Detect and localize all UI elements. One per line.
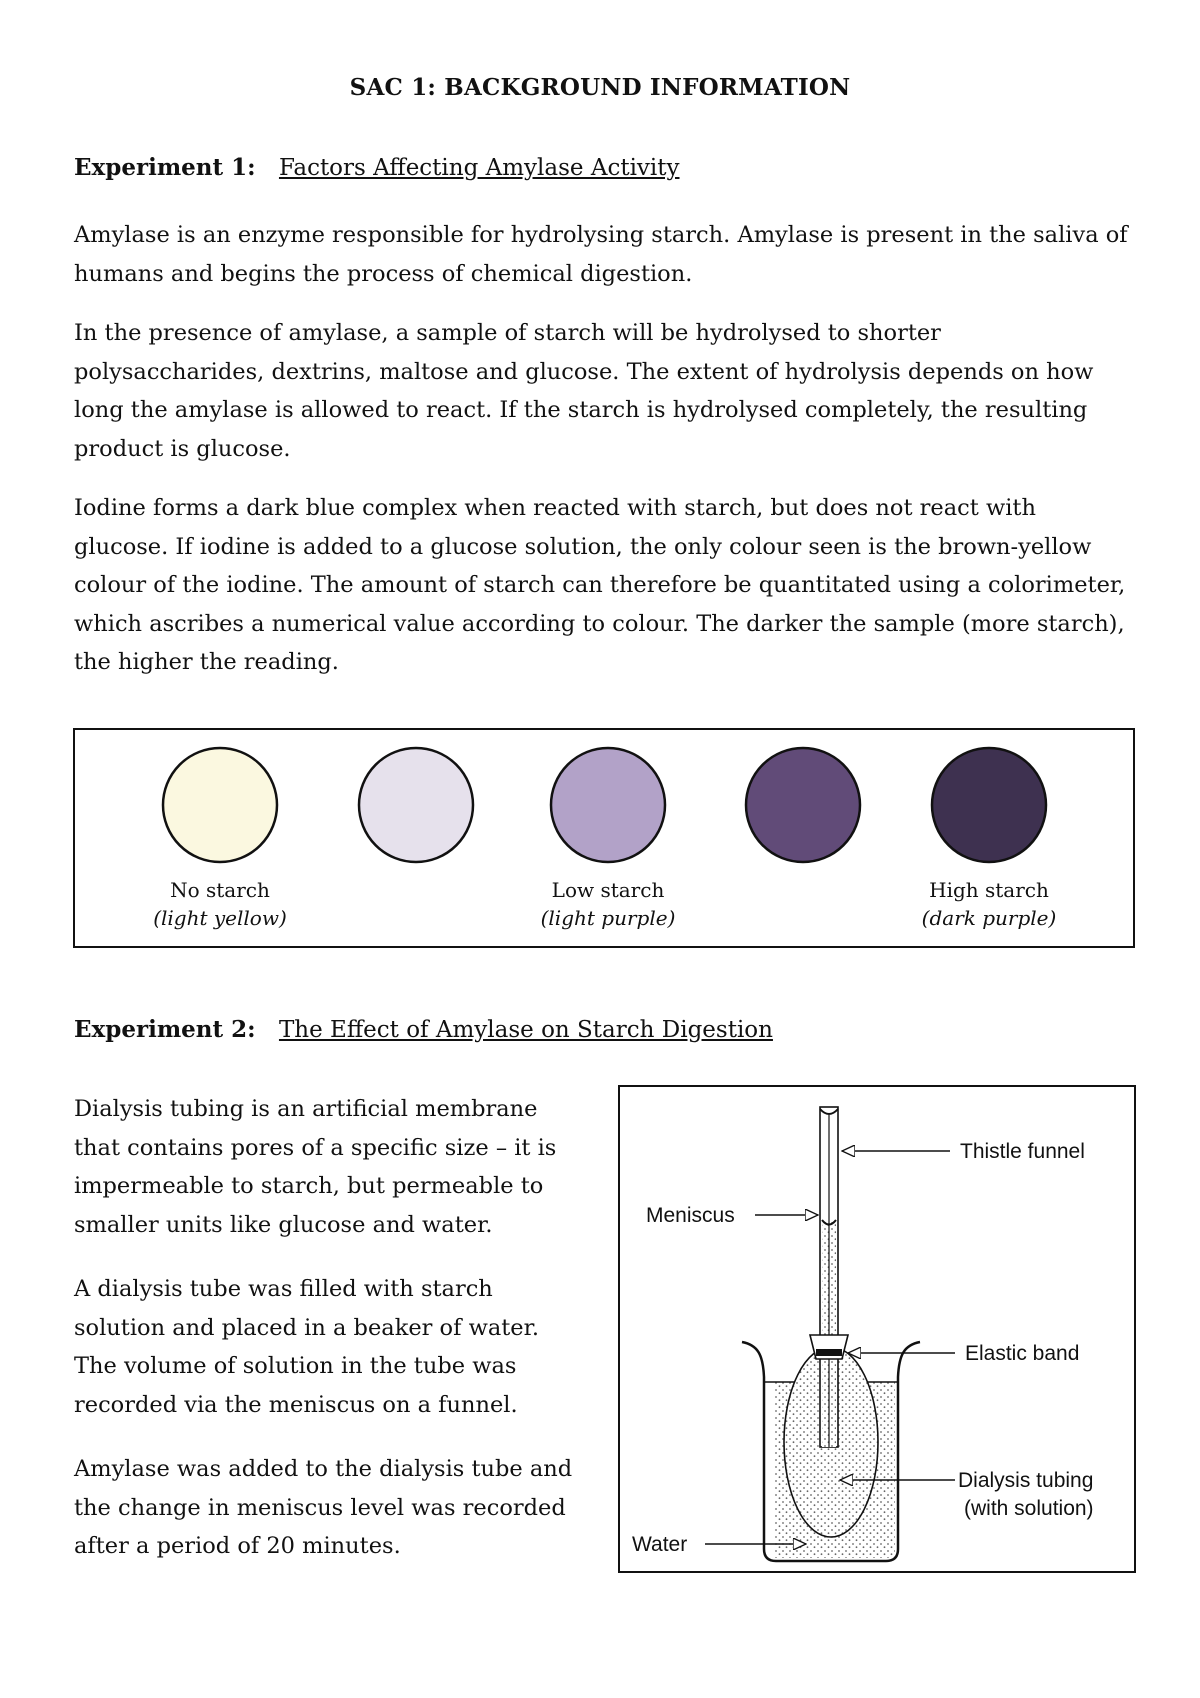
page-title: SAC 1: BACKGROUND INFORMATION bbox=[349, 74, 851, 101]
experiment1-title: Factors Affecting Amylase Activity bbox=[278, 155, 680, 181]
label-dialysis-tubing: Dialysis tubing bbox=[958, 1469, 1094, 1492]
swatch-medium-starch bbox=[746, 748, 860, 862]
label-meniscus: Meniscus bbox=[646, 1204, 735, 1227]
caption-low-starch-sub: (light purple) bbox=[540, 906, 676, 930]
dialysis-diagram bbox=[620, 1087, 1138, 1575]
experiment2-paragraph-3: Amylase was added to the dialysis tube and the change in meniscus level was recorded after a period of 20 minutes. bbox=[74, 1456, 573, 1559]
swatch-very-low-starch bbox=[359, 748, 473, 862]
experiment2-paragraph-2: A dialysis tube was filled with starch solution and placed in a beaker of water. The volume of solution in the tube was recorded via the meniscus on a funnel. bbox=[74, 1276, 540, 1418]
experiment1-paragraph-1: Amylase is an enzyme responsible for hydrolysing starch. Amylase is present in the saliva of humans and begins the process of chemical digestion. bbox=[74, 222, 1128, 287]
label-water: Water bbox=[632, 1533, 688, 1556]
caption-no-starch bbox=[120, 876, 320, 932]
experiment1-heading bbox=[74, 154, 680, 181]
experiment1-paragraph-2: In the presence of amylase, a sample of starch will be hydrolysed to shorter polysaccharides, dextrins, maltose and glucose. The extent of hydrolysis depends on how long the amylase is allowed to react. If the starch is hydrolysed completely, the resulting product is glucose. bbox=[74, 320, 1094, 462]
dialysis-diagram-box bbox=[618, 1085, 1136, 1573]
caption-no-starch-main: No starch bbox=[170, 878, 270, 902]
swatch-high-starch bbox=[932, 748, 1046, 862]
experiment1-paragraph-3: Iodine forms a dark blue complex when reacted with starch, but does not react with glucose. If iodine is added to a glucose solution, the only colour seen is the brown-yellow colour of the iodine. The amount of starch can therefore be quantitated using a colorimeter, which ascribes a numerical value according to colour. The darker the sample (more starch), the higher the reading. bbox=[74, 495, 1126, 675]
colour-scale-box bbox=[73, 728, 1135, 948]
label-elastic-band: Elastic band bbox=[965, 1342, 1080, 1365]
caption-low-starch bbox=[508, 876, 708, 932]
caption-low-starch-main: Low starch bbox=[551, 878, 665, 902]
label-thistle-funnel: Thistle funnel bbox=[960, 1140, 1085, 1163]
experiment2-heading bbox=[74, 1016, 773, 1043]
caption-high-starch-sub: (dark purple) bbox=[921, 906, 1057, 930]
caption-no-starch-sub: (light yellow) bbox=[153, 906, 287, 930]
experiment1-label: Experiment 1: bbox=[74, 154, 256, 181]
caption-high-starch bbox=[889, 876, 1089, 932]
experiment2-paragraph-1: Dialysis tubing is an artificial membrane that contains pores of a specific size – it is impermeable to starch, but permeable to smaller units like glucose and water. bbox=[74, 1096, 557, 1238]
caption-high-starch-main: High starch bbox=[929, 878, 1049, 902]
swatch-no-starch bbox=[163, 748, 277, 862]
elastic-band-shape bbox=[816, 1349, 842, 1356]
experiment2-title: The Effect of Amylase on Starch Digestion bbox=[278, 1017, 773, 1043]
label-dialysis-tubing-sub: (with solution) bbox=[964, 1497, 1094, 1520]
swatch-low-starch bbox=[551, 748, 665, 862]
experiment2-label: Experiment 2: bbox=[74, 1016, 256, 1043]
